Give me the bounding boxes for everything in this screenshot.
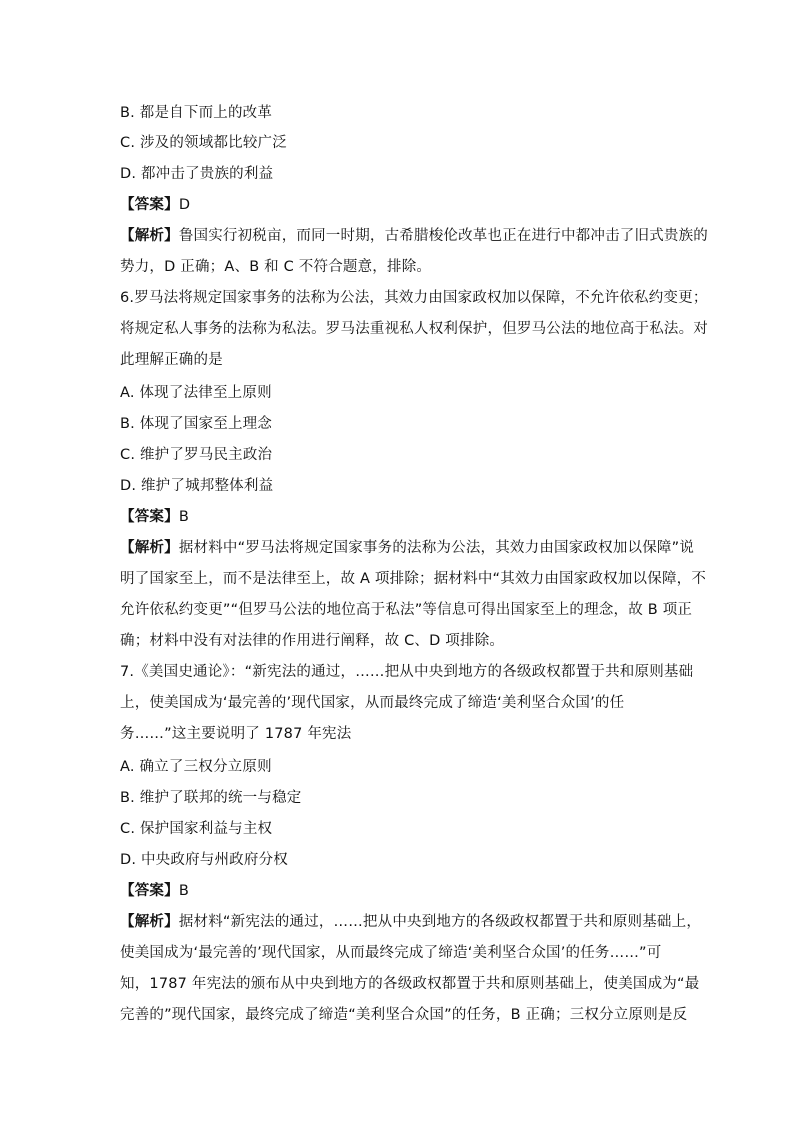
q6-option-a: A. 体现了法律至上原则	[120, 385, 272, 401]
q5-option-c: C. 涉及的领域都比较广泛	[120, 135, 287, 151]
q6-stem-line-1: 6.罗马法将规定国家事务的法称为公法，其效力由国家政权加以保障，不允许依私约变更；	[120, 290, 708, 306]
q6-analysis-line-1	[120, 538, 694, 558]
answer-tag: 【答案】	[120, 197, 179, 213]
q6-analysis-line-2: 明了国家至上，而不是法律至上，故 A 项排除；据材料中“其效力由国家政权加以保障，不	[120, 571, 707, 587]
q5-analysis-text-1: 鲁国实行初税亩，而同一时期，古希腊梭伦改革也正在进行中都冲击了旧式贵族的	[178, 228, 709, 244]
q5-analysis-line-1	[120, 226, 708, 246]
q7-option-b: B. 维护了联邦的统一与稳定	[120, 790, 302, 806]
q7-stem-line-1: 7.《美国史通论》：“新宪法的通过，……把从中央到地方的各级政权都置于共和原则基础	[120, 664, 694, 680]
q5-answer-line	[120, 195, 190, 215]
q7-stem-line-3: 务……”这主要说明了 1787 年宪法	[120, 726, 352, 742]
q7-analysis-line-3: 知，1787 年宪法的颁布从中央到地方的各级政权都置于共和原则基础上，使美国成为“最	[120, 976, 700, 992]
q7-analysis-line-2: 使美国成为‘最完善的’现代国家，从而最终完成了缔造‘美利坚合众国’的任务……”可	[120, 945, 662, 961]
q7-analysis-text-1: 据材料“新宪法的通过，……把从中央到地方的各级政权都置于共和原则基础上，	[178, 914, 702, 930]
q7-option-d: D. 中央政府与州政府分权	[120, 852, 288, 868]
q6-answer-line	[120, 507, 189, 527]
analysis-tag: 【解析】	[120, 540, 179, 556]
q5-analysis-line-2: 势力，D 正确；A、B 和 C 不符合题意，排除。	[120, 259, 432, 275]
q6-option-d: D. 维护了城邦整体利益	[120, 478, 274, 494]
q6-analysis-line-3: 允许依私约变更”“但罗马公法的地位高于私法”等信息可得出国家至上的理念，故 B 项正	[120, 602, 693, 618]
q7-stem-line-2: 上，使美国成为‘最完善的’现代国家，从而最终完成了缔造‘美利坚合众国’的任	[120, 695, 625, 711]
q6-option-c: C. 维护了罗马民主政治	[120, 447, 273, 463]
answer-tag: 【答案】	[120, 509, 179, 525]
q7-answer: B	[178, 883, 189, 899]
q7-analysis-line-4: 完善的”现代国家，最终完成了缔造“美利坚合众国”的任务，B 正确；三权分立原则是反	[120, 1007, 688, 1023]
analysis-tag: 【解析】	[120, 228, 179, 244]
answer-tag: 【答案】	[120, 883, 179, 899]
q7-option-c: C. 保护国家利益与主权	[120, 821, 273, 837]
q7-option-a: A. 确立了三权分立原则	[120, 759, 272, 775]
q6-analysis-line-4: 确；材料中没有对法律的作用进行阐释，故 C、D 项排除。	[120, 633, 505, 649]
q6-option-b: B. 体现了国家至上理念	[120, 416, 273, 432]
analysis-tag: 【解析】	[120, 914, 179, 930]
q6-stem-line-3: 此理解正确的是	[120, 352, 223, 368]
q5-option-b: B. 都是自下而上的改革	[120, 105, 273, 121]
q6-answer: B	[178, 509, 189, 525]
q5-answer: D	[178, 197, 191, 213]
q7-answer-line	[120, 881, 189, 901]
q7-analysis-line-1	[120, 912, 701, 932]
q5-option-d: D. 都冲击了贵族的利益	[120, 166, 274, 182]
q6-stem-line-2: 将规定私人事务的法称为私法。罗马法重视私人权利保护，但罗马公法的地位高于私法。对	[120, 321, 708, 337]
q6-analysis-text-1: 据材料中“罗马法将规定国家事务的法称为公法，其效力由国家政权加以保障”说	[178, 540, 695, 556]
